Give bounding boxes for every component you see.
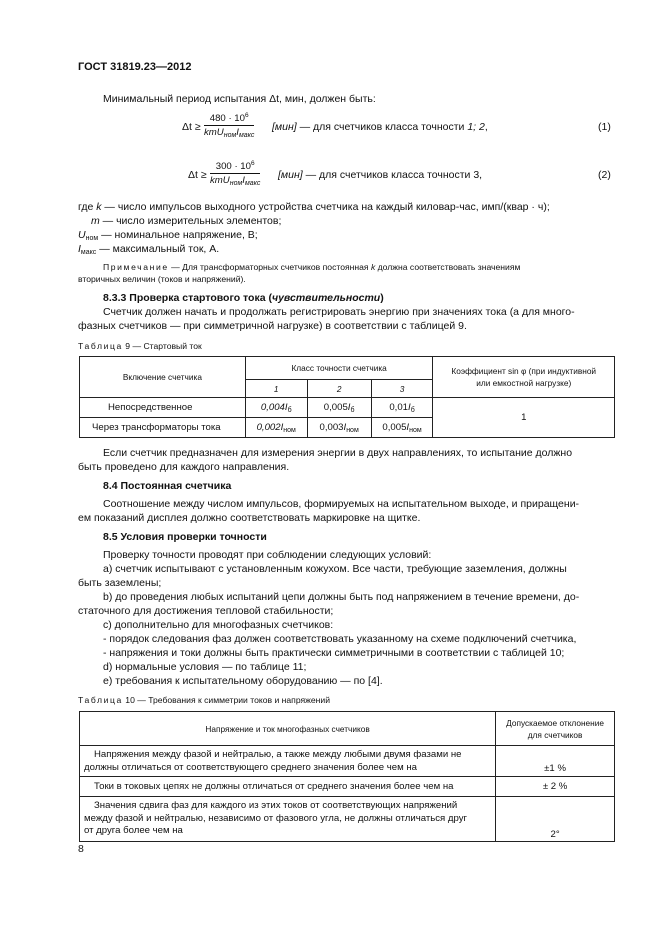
section-8-5-line: - напряжения и токи должны быть практически симметричными в соответствии с таблицей 10; (103, 647, 565, 659)
table-10-header-1: Напряжение и ток многофазных счетчиков (80, 712, 496, 746)
table-9-cell: $0,003I_{ном}$ (307, 418, 371, 438)
table-10-row-2-label: Токи в токовых цепях не должны отличаться от среднего значения более чем на (80, 777, 496, 797)
page-number: 8 (78, 843, 84, 855)
where-line-k: где k — число импульсов выходного устройства счетчика на каждый киловар-час, имп/(квар · ч); (78, 201, 550, 213)
section-8-5-line: быть заземлены; (78, 577, 162, 589)
formula-2-numerator: 300 · 10 (215, 161, 251, 172)
table-9-row-2-label: Через трансформаторы тока (80, 418, 246, 438)
where-line-m: m — число измерительных элементов; (91, 215, 282, 227)
formula-1-text: [мин] — для счетчиков класса точности 1; 2, (272, 121, 488, 133)
table-9-cell: $0,005I_{ном}$ (371, 418, 433, 438)
section-8-5-line: e) требования к испытательному оборудованию — по [4]. (103, 675, 383, 687)
section-8-5-line: b) до проведения любых испытаний цепи должны быть под напряжением в течение времени, до- (103, 591, 580, 603)
table-10-header-2: Допускаемое отклонение для счетчиков (496, 712, 615, 746)
table-10-row-3-value: 2° (496, 797, 615, 842)
section-8-5-line: d) нормальные условия — по таблице 11; (103, 661, 307, 673)
table-9-caption: Таблица 9 — Стартовый ток (78, 341, 202, 351)
table-row (80, 398, 615, 418)
table-9-row-1-label: Непосредственное (80, 398, 246, 418)
after-table-9-p1: Если счетчик предназначен для измерения энергии в двух направлениях, то испытание должно (103, 447, 573, 459)
table-9-cell: $0,002I_{ном}$ (245, 418, 307, 438)
table-9-cell: $0,005I_б$ (307, 398, 371, 418)
section-8-3-3-p1: Счетчик должен начать и продолжать регистрировать энергию при значениях тока (а для много- (103, 306, 575, 318)
table-10-row-1-value: ±1 % (496, 746, 615, 777)
table-row (80, 777, 615, 797)
table-9-header-coef: Коэффициент sin φ (при индуктивной или емкостной нагрузке) (433, 357, 615, 398)
table-9-class-2: 2 (307, 380, 371, 398)
section-8-5-line: статочного для достижения тепловой стабильности; (78, 605, 334, 617)
formula-2-text: [мин] — для счетчиков класса точности 3, (278, 169, 483, 181)
table-9-class-1: 1 (245, 380, 307, 398)
section-8-3-3-p2: фазных счетчиков — при симметричной нагрузке) в соответствии с таблицей 9. (78, 320, 467, 332)
intro-text: Минимальный период испытания Δt, мин, должен быть: (103, 93, 376, 105)
formula-1-number: (1) (598, 121, 611, 133)
section-8-5-heading: 8.5 Условия проверки точности (103, 531, 267, 543)
formula-1-denominator: $kmU_{ном}I_{макс}$ (204, 127, 255, 139)
formula-1-numerator: 480 · 10 (209, 113, 245, 124)
section-8-5-line: Проверку точности проводят при соблюдении следующих условий: (103, 549, 432, 561)
after-table-9-p2: быть проведено для каждого направления. (78, 461, 290, 473)
table-9-cell: $0,004I_б$ (245, 398, 307, 418)
section-8-5-line: а) счетчик испытывают с установленным кожухом. Все части, требующие заземления, должны (103, 563, 567, 575)
formula-2-lhs: Δt ≥ (188, 169, 207, 181)
formula-2-fraction: $300 \cdot 10^6$ $kmU_{ном}I_{макс}$ (210, 160, 261, 187)
section-8-3-3-heading: 8.3.3 Проверка стартового тока (чувствительности) (103, 292, 384, 304)
table-10-row-1-label: Напряжения между фазой и нейтралью, а также между любыми двумя фазами не должны отличаться от соответствующего среднего значения более чем на (80, 746, 496, 777)
note-line-1: Примечание — Для трансформаторных счетчиков постоянная k должна соответствовать значениям (103, 262, 521, 272)
section-8-5-line: - порядок следования фаз должен соответствовать указанному на схеме подключений счетчика, (103, 633, 577, 645)
table-10-caption: Таблица 10 — Требования к симметрии токов и напряжений (78, 695, 331, 705)
table-9-coef-value: 1 (433, 398, 615, 438)
section-8-5-line: c) дополнительно для многофазных счетчиков: (103, 619, 334, 631)
table-9 (79, 356, 615, 438)
formula-2-number: (2) (598, 169, 611, 181)
where-line-i: $I_{макс}$ — максимальный ток, А. (78, 243, 220, 256)
table-10 (79, 711, 615, 842)
note-line-2: вторичных величин (токов и напряжений). (78, 274, 246, 284)
table-9-header-switch: Включение счетчика (80, 357, 246, 398)
table-row (80, 746, 615, 777)
table-9-header-class: Класс точности счетчика (245, 357, 433, 380)
where-line-u: $U_{ном}$ — номинальное напряжение, В; (78, 229, 258, 242)
formula-2-denominator: $kmU_{ном}I_{макс}$ (210, 175, 261, 187)
section-8-4-p1: Соотношение между числом импульсов, формируемых на испытательном выходе, и приращени- (103, 498, 580, 510)
table-row (80, 797, 615, 842)
formula-1-fraction: $480 \cdot 10^6$ $kmU_{ном}I_{макс}$ (204, 112, 255, 139)
section-8-4-p2: ем показаний дисплея должно соответствовать маркировке на щитке. (78, 512, 421, 524)
table-9-cell: $0,01I_б$ (371, 398, 433, 418)
document-header: ГОСТ 31819.23—2012 (78, 61, 192, 73)
table-10-row-3-label: Значения сдвига фаз для каждого из этих токов от соответствующих напряжений между фазой и нейтралью, независимо от фазового угла, не должны отличаться друг от друга более чем на (80, 797, 496, 842)
table-10-row-2-value: ± 2 % (496, 777, 615, 797)
section-8-4-heading: 8.4 Постоянная счетчика (103, 480, 232, 492)
formula-1-lhs: Δt ≥ (182, 121, 201, 133)
table-9-class-3: 3 (371, 380, 433, 398)
